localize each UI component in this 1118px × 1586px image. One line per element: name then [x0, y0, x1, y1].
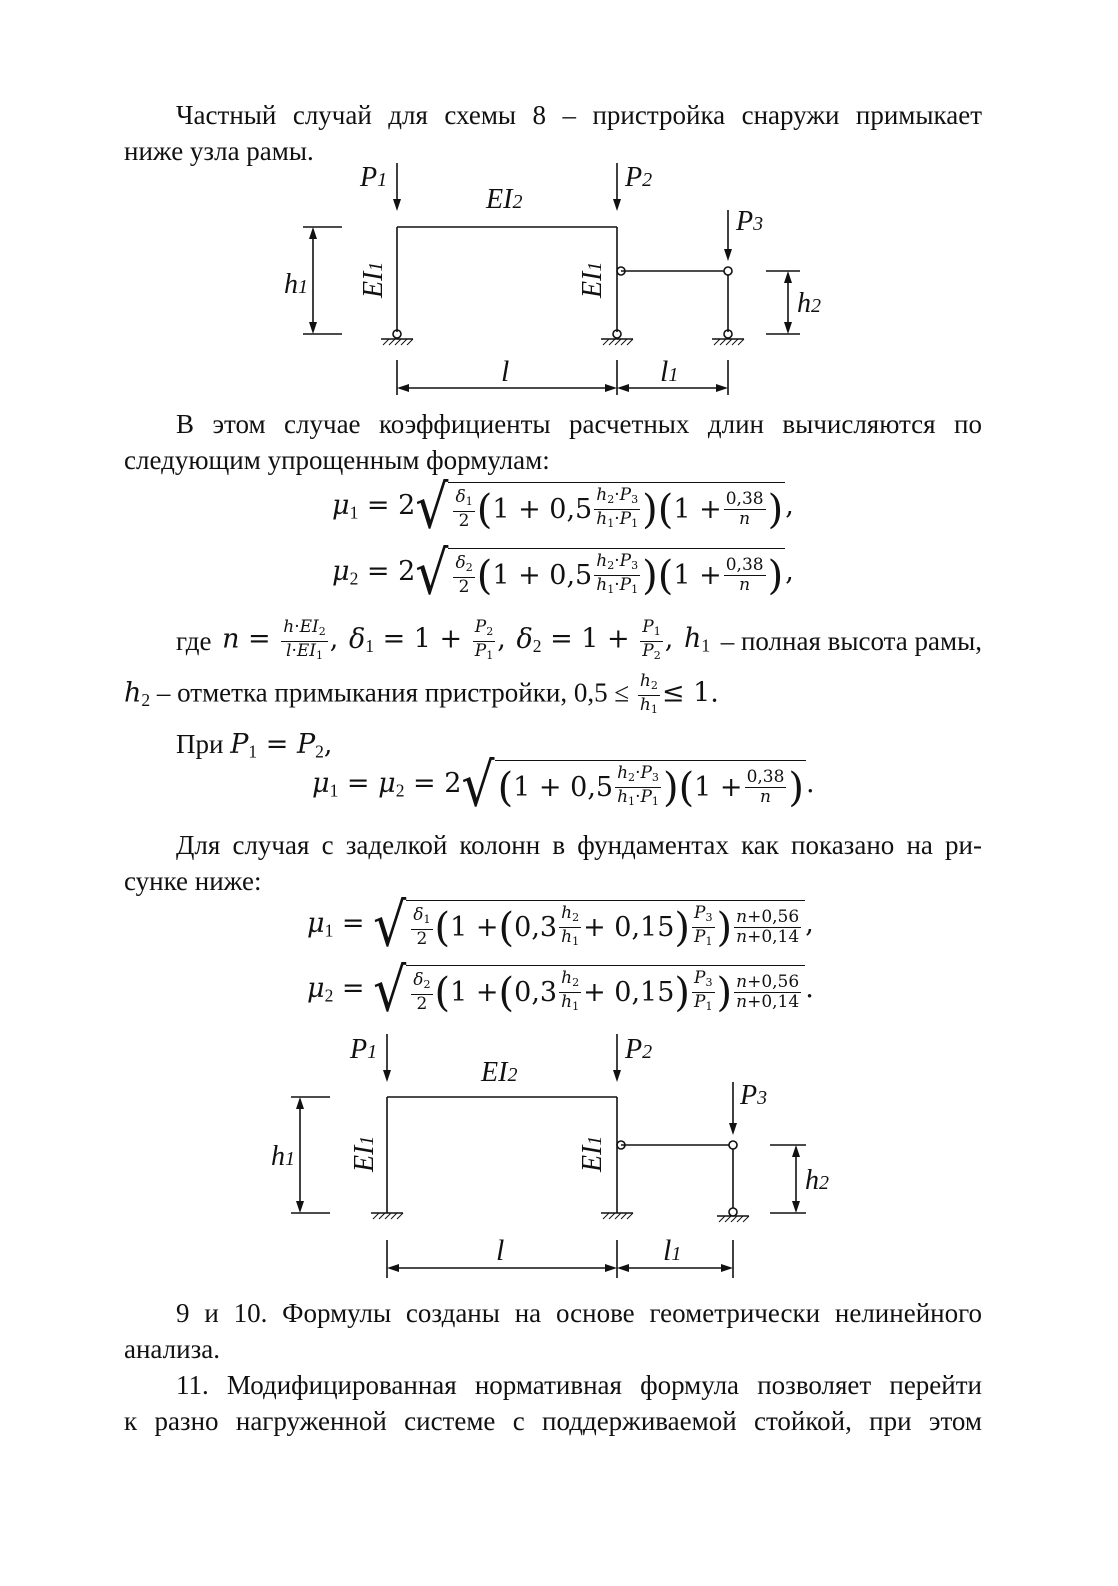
para-11-line2: к разно нагруженной системе с поддерживаемой стойкой, при этом — [124, 1406, 982, 1436]
frame-diagram-hinged — [270, 155, 830, 395]
para-9-10-line1: 9 и 10. Формулы созданы на основе геометрически нелинейного — [176, 1298, 982, 1328]
formula-mu2-fixed: $\mu_2$ = √ $\frac{\delta_2}{2}$ ( 1 + ( 0,3 $\frac{h_2}{h_1}$ + 0,15 ) $\frac{P_3}{P_1}$ ) $\frac{n+0,56}{n+0,14}$ . — [307, 956, 814, 1026]
intro-line1: Частный случай для схемы 8 – пристройка снаружи примыкает — [176, 100, 982, 130]
label-p2: P2 — [625, 162, 653, 193]
definitions-line1: где n = $\frac{h\cdot EI_2}{l\cdot EI_1}$ , $\delta_1 = 1$ + $\frac{P_2}{P_1}$ , $\delta_2 = 1$ + $\frac{P_1}{P_2}$ , $h_1$ – полная высота рамы, — [176, 617, 982, 662]
label-ei1-left: EI1 — [358, 261, 389, 298]
para-9-10-line2: анализа. — [124, 1334, 220, 1364]
label-ei1-right: EI1 — [577, 261, 608, 298]
label-ei2: EI2 — [481, 1057, 518, 1088]
where-text: – полная высота рамы, — [720, 626, 982, 657]
label-h1: h1 — [271, 1141, 295, 1172]
intro-line2: ниже узла рамы. — [124, 136, 314, 166]
frame-diagram-fixed — [260, 1025, 830, 1285]
label-l1: l1 — [663, 1234, 682, 1267]
label-h2: h2 — [797, 288, 821, 319]
formula-mu-equal: $\mu_1 = \mu_2 = 2$ √ ( 1 + 0,5 $\frac{h_2\cdot P_3}{h_1\cdot P_1}$ ) ( 1 + $\frac{0,38}{n}$ ) . — [312, 751, 815, 821]
label-l1: l1 — [660, 355, 679, 388]
formula-mu2-hinged: $\mu_2 = 2$ √ $\frac{\delta_2}{2}$ ( 1 + 0,5 $\frac{h_2\cdot P_3}{h_1\cdot P_1}$ ) ( 1 + $\frac{0,38}{n}$ ) , — [332, 539, 794, 609]
label-h2: h2 — [805, 1165, 829, 1196]
label-l: l — [496, 1234, 505, 1267]
label-ei1-right: EI1 — [577, 1135, 608, 1172]
fixed-line1: Для случая с заделкой колонн в фундаментах как показано на ри- — [176, 830, 982, 860]
label-p3: P3 — [736, 206, 764, 237]
fixed-line2: сунке ниже: — [124, 866, 262, 896]
case-line2: следующим упрощенным формулам: — [124, 445, 550, 475]
label-h1: h1 — [284, 269, 308, 300]
label-p1: P1 — [350, 1034, 378, 1065]
equal-case-line: При $P_1 = P_2$, — [176, 729, 333, 762]
label-l: l — [501, 355, 510, 388]
formula-mu1-hinged: $\mu_1 = 2$ √ $\frac{\delta_1}{2}$ ( 1 + 0,5 $\frac{h_2\cdot P_3}{h_1\cdot P_1}$ ) ( 1 + $\frac{0,38}{n}$ ) , — [332, 473, 794, 543]
label-p3: P3 — [740, 1080, 768, 1111]
label-ei2: EI2 — [486, 184, 523, 215]
formula-mu1-fixed: $\mu_1$ = √ $\frac{\delta_1}{2}$ ( 1 + ( 0,3 $\frac{h_2}{h_1}$ + 0,15 ) $\frac{P_3}{P_1}$ ) $\frac{n+0,56}{n+0,14}$ , — [307, 891, 814, 961]
case-line1: В этом случае коэффициенты расчетных длин вычисляются по — [176, 409, 982, 439]
definitions-line2: $h_2$ – отметка примыкания пристройки, 0,5 ≤ $\frac{h_2}{h_1}$ ≤ 1. — [124, 671, 719, 716]
where-word: где — [176, 626, 212, 657]
label-ei1-left: EI1 — [349, 1135, 380, 1172]
label-p2: P2 — [625, 1034, 653, 1065]
label-p1: P1 — [360, 162, 388, 193]
para-11-line1: 11. Модифицированная нормативная формула позволяет перейти — [176, 1370, 982, 1400]
